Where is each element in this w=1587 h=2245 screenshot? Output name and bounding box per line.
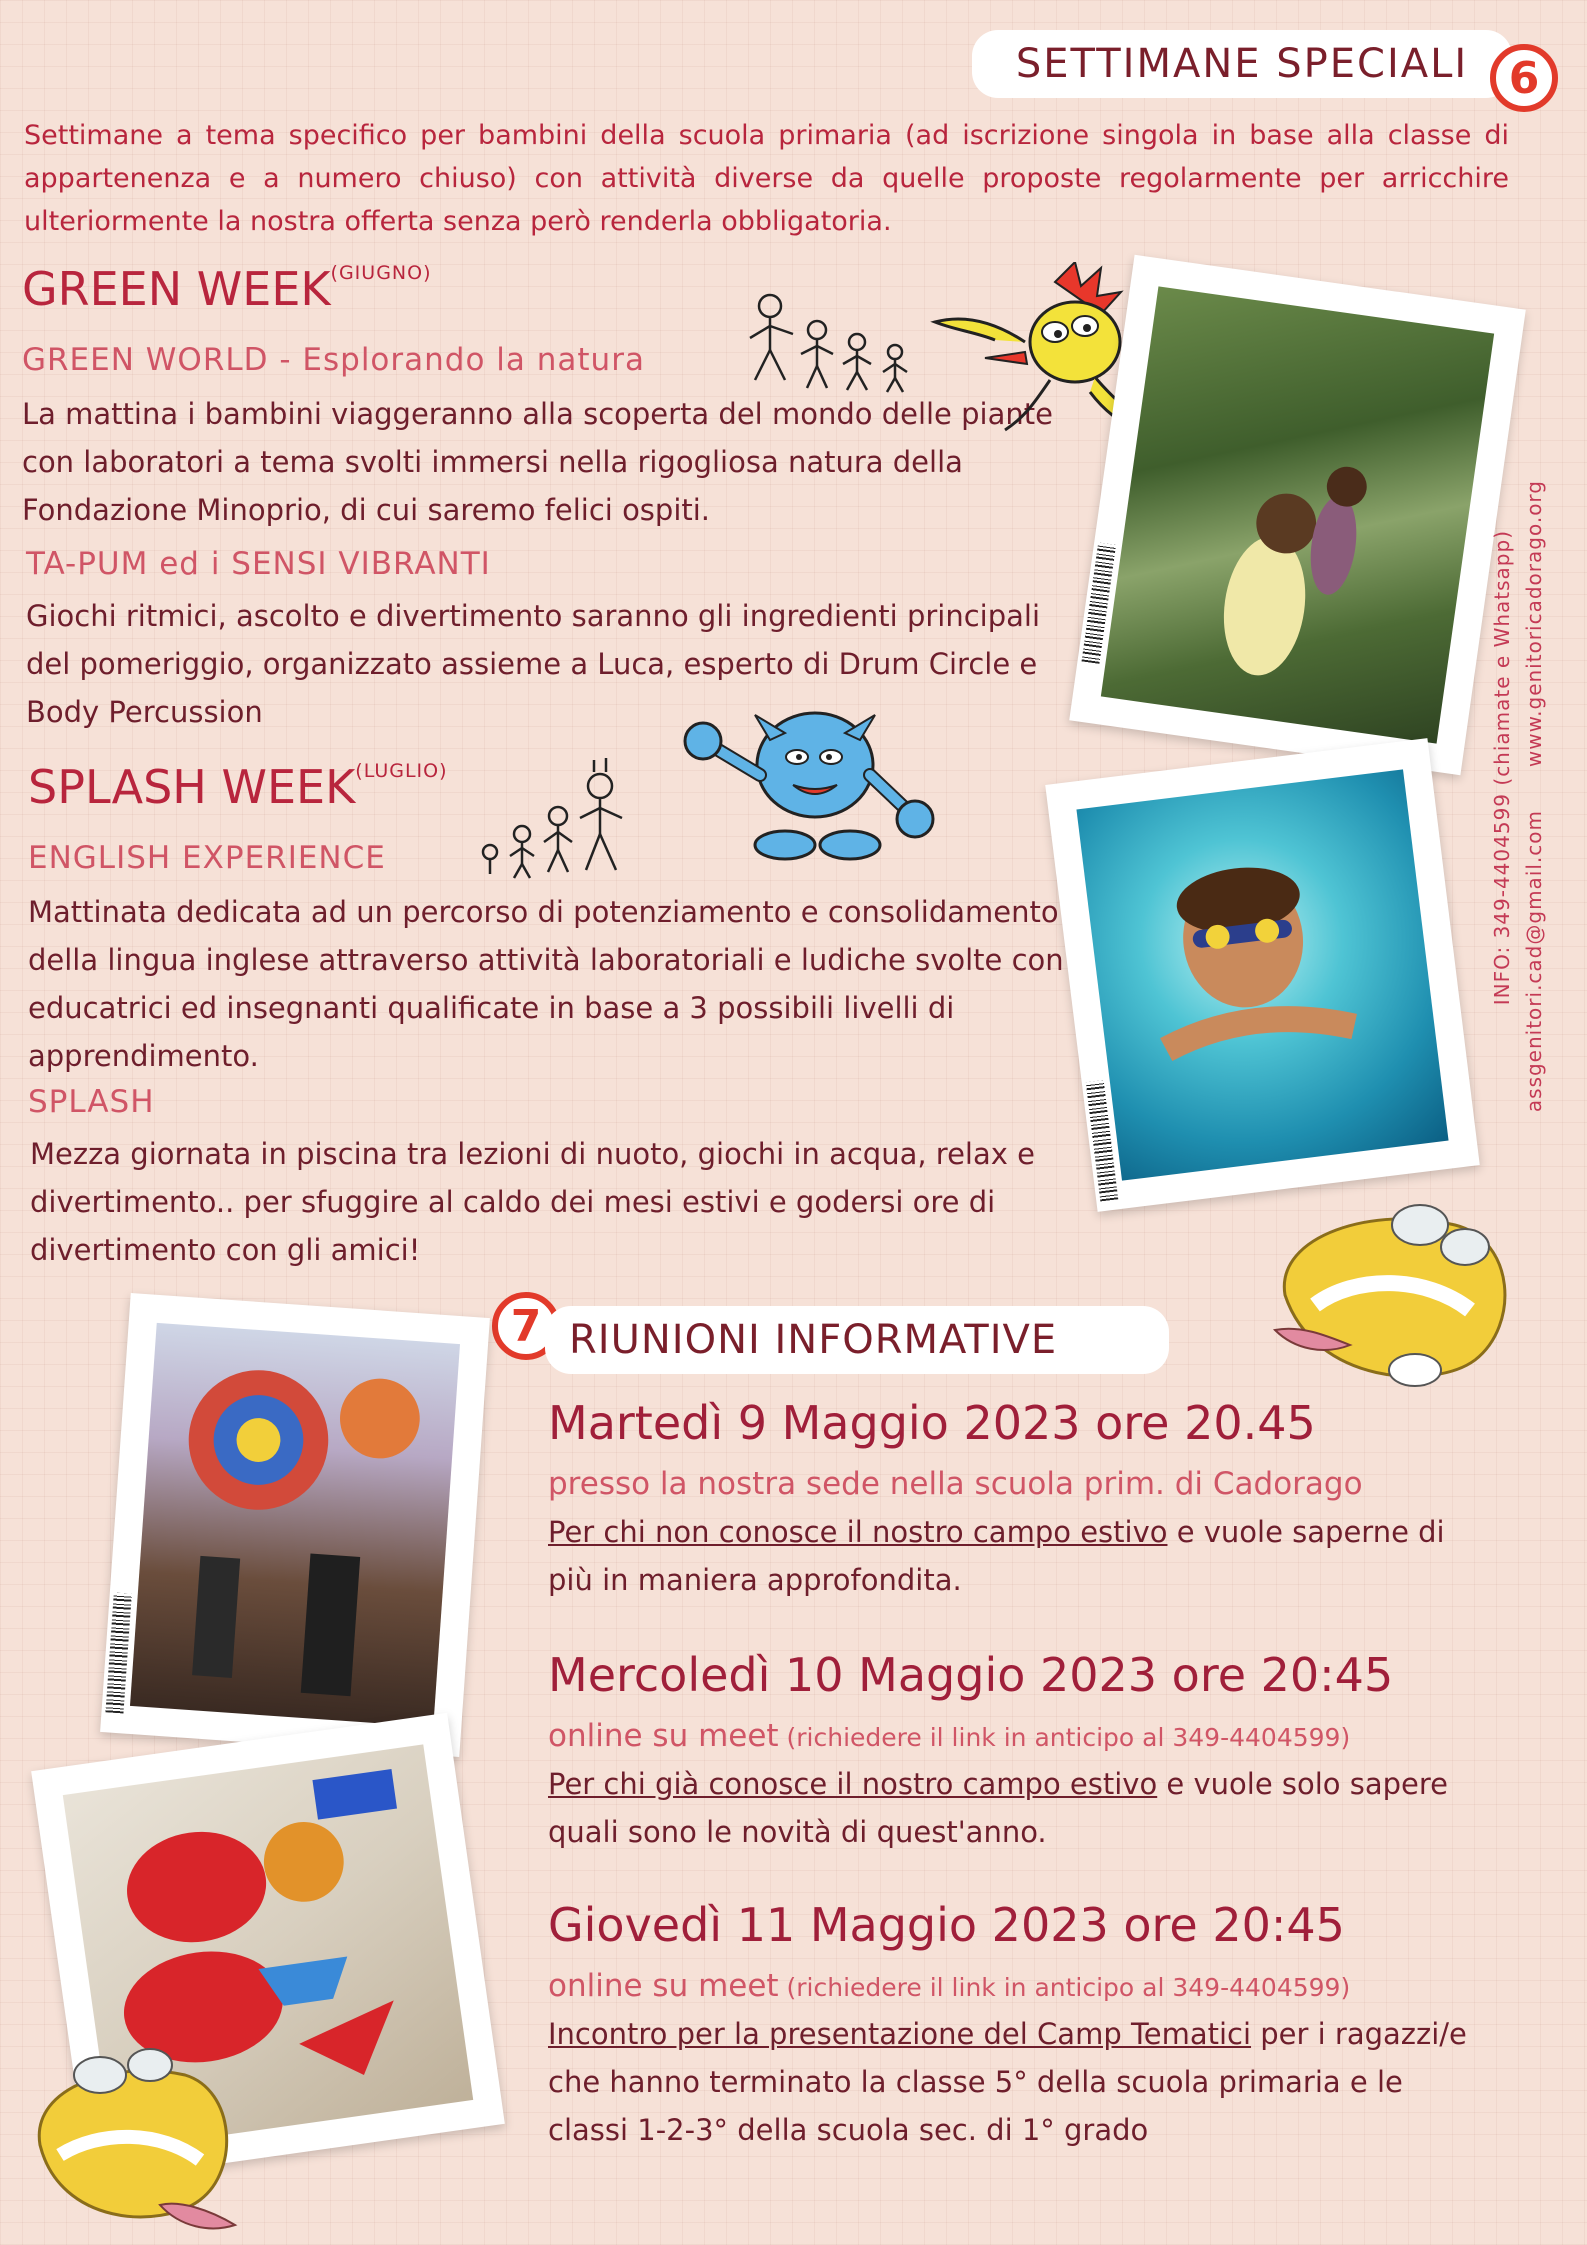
section6-title: SETTIMANE SPECIALI [972,30,1512,98]
meeting-2-description: Per chi già conosce il nostro campo estivo e vuole solo sapere quali sono le novità di quest'anno. [548,1767,1449,1849]
photo-forest-children [1069,255,1526,775]
stick-figures-doodle-2 [470,752,645,882]
photo-costume-party [100,1293,490,1757]
english-experience-text: Mattinata dedicata ad un percorso di potenziamento e consolidamento della lingua inglese attraverso attività laboratoriali e ludiche svolte con educatrici ed insegnanti qualificate in base a 3 possibili livelli di apprendimento. [28,895,1064,1073]
meeting-2-date: Mercoledì 10 Maggio 2023 ore 20:45 [548,1648,1394,1702]
green-week-title: GREEN $WEEK^{(GIUGNO)}$ [22,262,432,316]
green-world-text: La mattina i bambini viaggeranno alla scoperta del mondo delle piante con laboratori a tema svolti immersi nella rigogliosa natura della Fondazione Minoprio, di cui saremo felici ospiti. [22,397,1053,527]
meeting-2-location: online su meet (richiedere il link in anticipo al 349-4404599) [548,1718,1351,1754]
splash-text: Mezza giornata in piscina tra lezioni di nuoto, giochi in acqua, relax e divertimento.. per sfuggire al caldo dei mesi estivi e godersi ore di divertimento con gli amici! [30,1137,1035,1267]
yellow-creature-illustration [1255,1185,1525,1395]
tapum-subtitle: TA-PUM ed i SENSI VIBRANTI [26,546,491,582]
green-world-subtitle: GREEN WORLD - Esplorando la natura [22,342,645,378]
section6-intro: Settimane a tema specifico per bambini della scuola primaria (ad iscrizione singola in base alla classe di appartenenza e a numero chiuso) con attività diverse da quelle proposte regolarmente per arricchire ulteriormente la nostra offerta senza però renderla obbligatoria. [24,120,1509,237]
contacts-website[interactable]: www.genitoricadorago.org [1522,480,1546,768]
meeting-3-description: Incontro per la presentazione del Camp Tematici per i ragazzi/e che hanno terminato la classe 5° della scuola primaria e le classi 1-2-3° della scuola sec. di 1° grado [548,2017,1467,2147]
meeting-3-location: online su meet (richiedere il link in anticipo al 349-4404599) [548,1968,1351,2004]
yellow-creature-small-illustration [10,2035,250,2235]
tapum-text: Giochi ritmici, ascolto e divertimento saranno gli ingredienti principali del pomeriggio, organizzato assieme a Luca, esperto di Drum Circle e Body Percussion [26,599,1041,729]
section6-number-badge: 6 [1490,44,1558,112]
section7-number-badge: 7 [492,1292,560,1360]
contacts-info: INFO: 349-4404599 (chiamate e Whatsapp) [1490,530,1514,1006]
meeting-1-date: Martedì 9 Maggio 2023 ore 20.45 [548,1396,1316,1450]
english-experience-subtitle: ENGLISH EXPERIENCE [28,840,386,876]
section7-title: RIUNIONI INFORMATIVE [545,1306,1169,1374]
meeting-3-date: Giovedì 11 Maggio 2023 ore 20:45 [548,1898,1345,1952]
meeting-1-description: Per chi non conosce il nostro campo estivo e vuole saperne di più in maniera approfondita. [548,1515,1445,1597]
stick-figures-doodle [735,288,925,398]
splash-week-title: SPLASH $WEEK^{(LUGLIO)}$ [28,760,448,814]
blue-monster-illustration [675,695,940,875]
meeting-1-location: presso la nostra sede nella scuola prim. di Cadorago [548,1466,1363,1502]
splash-subtitle: SPLASH [28,1084,155,1120]
contacts-email[interactable]: assgenitori.cad@gmail.com [1522,810,1546,1113]
photo-swimming-boy [1045,738,1480,1212]
